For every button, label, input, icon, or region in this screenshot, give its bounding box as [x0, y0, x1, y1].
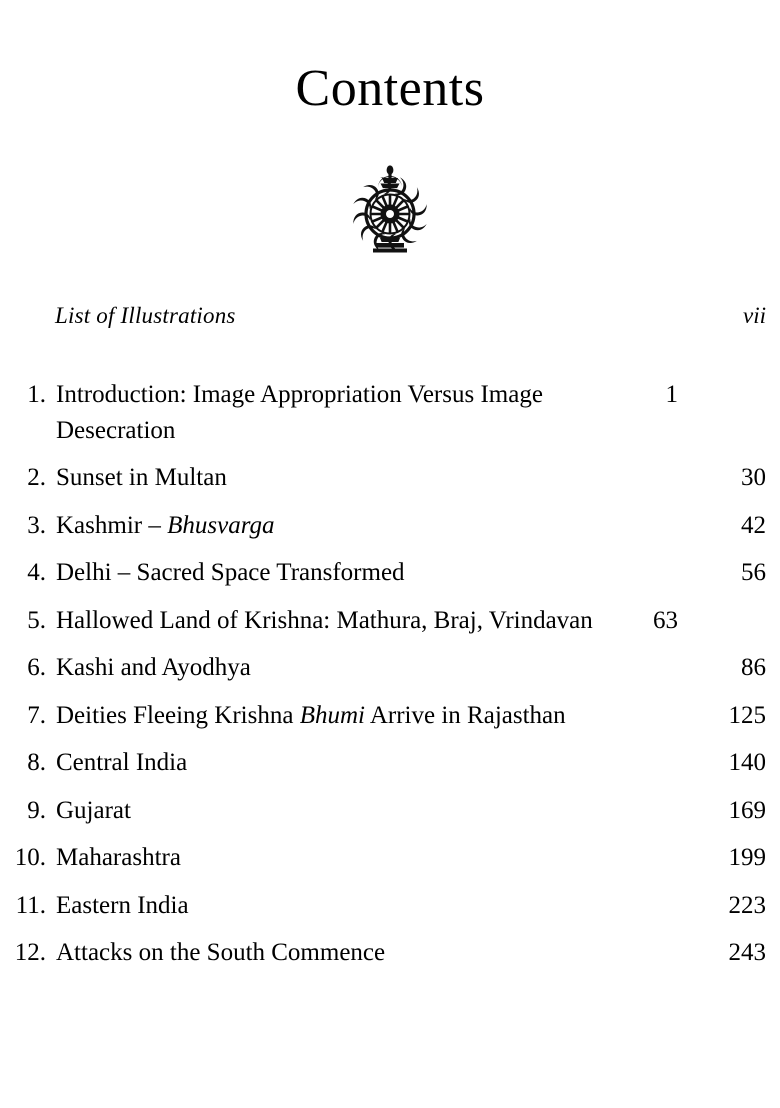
toc-entry[interactable] — [10, 603, 766, 639]
front-matter-page-number: vii — [743, 303, 766, 329]
toc-entry-number: 6. — [27, 654, 46, 682]
toc-title-text: Kashi and Ayodhya — [56, 654, 251, 682]
toc-entry-page-number: 125 — [728, 701, 766, 729]
toc-entry[interactable] — [10, 840, 766, 876]
toc-entry-page-number: 63 — [653, 606, 678, 634]
toc-entry-page-number: 199 — [728, 844, 766, 872]
toc-entry-page-number: 169 — [728, 796, 766, 824]
toc-entry-number: 10. — [14, 844, 46, 872]
toc-entry-title[interactable] — [56, 555, 712, 591]
toc-entry-number: 1. — [27, 381, 46, 409]
toc-entry-title[interactable] — [56, 460, 712, 496]
toc-title-text: Sunset in Multan — [56, 464, 227, 492]
toc-title-text: Maharashtra — [56, 844, 181, 872]
toc-entry[interactable] — [10, 793, 766, 829]
toc-title-text: Hallowed Land of Krishna: Mathura, Braj, Vrindavan — [56, 606, 593, 634]
toc-entry-page-number: 223 — [728, 891, 766, 919]
toc-title-text: Introduction: Image Appropriation Versus Image Desecration — [56, 381, 543, 444]
toc-entry[interactable] — [10, 650, 766, 686]
ornament-container — [0, 163, 780, 255]
toc-entry-title[interactable] — [56, 840, 712, 876]
toc-entry[interactable] — [10, 698, 766, 734]
toc-entry-title[interactable] — [56, 698, 712, 734]
toc-entry-page-number: 86 — [741, 654, 766, 682]
toc-title-text: Kashmir – — [56, 511, 168, 539]
toc-entry[interactable] — [10, 555, 766, 591]
toc-entry[interactable] — [10, 888, 766, 924]
toc-entry[interactable] — [10, 935, 766, 971]
toc-entry-number: 5. — [27, 606, 46, 634]
toc-entry[interactable] — [10, 460, 766, 496]
toc-title-text: Deities Fleeing Krishna — [56, 701, 300, 729]
toc-entry[interactable] — [10, 377, 766, 448]
toc-title-text: Attacks on the South Commence — [56, 939, 386, 967]
toc-entry-title[interactable] — [56, 745, 712, 781]
toc-entry-title[interactable] — [56, 935, 712, 971]
toc-entry-page-number: 1 — [665, 381, 678, 409]
toc-entry-title[interactable] — [56, 888, 712, 924]
toc-entry-page-number: 30 — [741, 464, 766, 492]
toc-entry-page-number: 140 — [728, 749, 766, 777]
toc-title-text: Arrive in Rajasthan — [364, 701, 566, 729]
toc-title-text: Delhi – Sacred Space Transformed — [56, 559, 405, 587]
toc-entry-number: 8. — [27, 749, 46, 777]
toc-entry-page-number: 243 — [728, 939, 766, 967]
toc-title-italic-term: Bhusvarga — [167, 511, 275, 539]
toc-entry[interactable] — [10, 745, 766, 781]
toc-title-text: Gujarat — [56, 796, 131, 824]
dharmachakra-wheel-icon — [344, 164, 436, 254]
toc-entry-title[interactable] — [56, 650, 712, 686]
toc-entry-number: 7. — [27, 701, 46, 729]
toc-title-text: Central India — [56, 749, 188, 777]
toc-title-text: Eastern India — [56, 891, 189, 919]
toc-entry-number: 3. — [27, 511, 46, 539]
front-matter-label: List of Illustrations — [55, 303, 236, 329]
toc-entry-number: 11. — [15, 891, 46, 919]
toc-entry-page-number: 56 — [741, 559, 766, 587]
page-title: Contents — [295, 60, 485, 117]
toc-entry-number: 12. — [14, 939, 46, 967]
toc-title-italic-term: Bhumi — [299, 701, 365, 729]
toc-entry-title[interactable] — [56, 508, 712, 544]
toc-entry-number: 9. — [27, 796, 46, 824]
toc-entry-number: 4. — [27, 559, 46, 587]
front-matter-row[interactable] — [0, 303, 780, 329]
toc-entry-title[interactable] — [56, 793, 712, 829]
toc-entry[interactable] — [10, 508, 766, 544]
toc-entry-page-number: 42 — [741, 511, 766, 539]
toc-entry-title[interactable] — [56, 603, 624, 639]
toc-entry-title[interactable] — [56, 377, 624, 448]
table-of-contents-list — [0, 377, 780, 971]
toc-entry-number: 2. — [27, 464, 46, 492]
